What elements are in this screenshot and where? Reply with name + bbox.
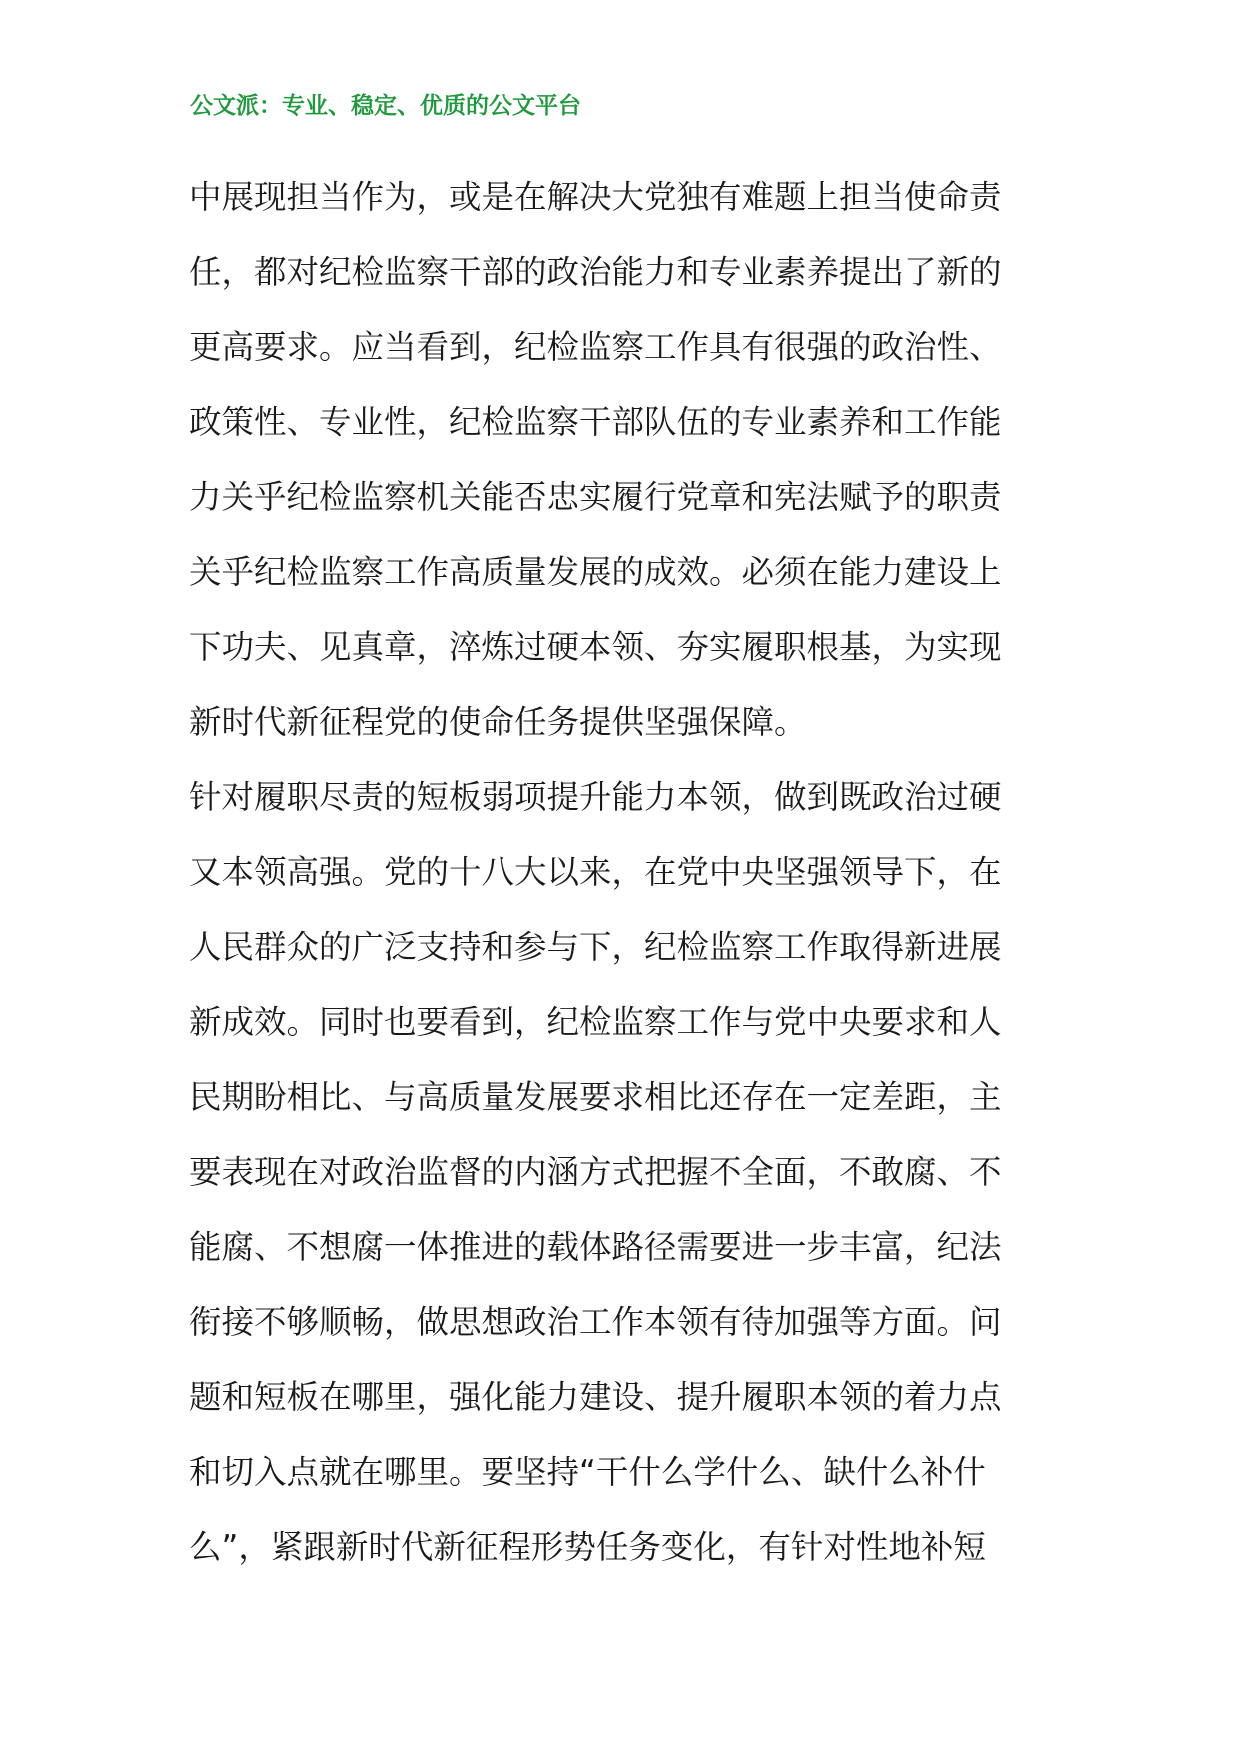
text-line: 么”，紧跟新时代新征程形势任务变化，有针对性地补短 (189, 1528, 986, 1566)
text-line: 和切入点就在哪里。要坚持“干什么学什么、缺什么补什 (189, 1453, 986, 1491)
text-line: 又本领高强。党的十八大以来，在党中央坚强领导下，在 (189, 853, 1002, 891)
text-line: 能腐、不想腐一体推进的载体路径需要进一步丰富，纪法 (189, 1228, 1002, 1266)
text-line: 政策性、专业性，纪检监察干部队伍的专业素养和工作能 (189, 403, 1002, 441)
text-line: 新成效。同时也要看到，纪检监察工作与党中央要求和人 (189, 1003, 1002, 1041)
text-line: 人民群众的广泛支持和参与下，纪检监察工作取得新进展 (189, 928, 1002, 966)
document-body (189, 160, 1069, 1585)
text-line: 关乎纪检监察工作高质量发展的成效。必须在能力建设上 (189, 553, 1002, 591)
text-line: 衔接不够顺畅，做思想政治工作本领有待加强等方面。问 (189, 1303, 1002, 1341)
paragraph (189, 160, 1069, 760)
text-line: 针对履职尽责的短板弱项提升能力本领，做到既政治过硬 (189, 778, 1002, 816)
text-line: 下功夫、见真章，淬炼过硬本领、夯实履职根基，为实现 (189, 628, 1002, 666)
text-line: 中展现担当作为，或是在解决大党独有难题上担当使命责 (189, 178, 1002, 216)
document-header: 公文派：专业、稳定、优质的公文平台 (190, 93, 581, 119)
text-line: 新时代新征程党的使命任务提供坚强保障。 (189, 703, 807, 741)
text-line: 更高要求。应当看到，纪检监察工作具有很强的政治性、 (189, 328, 1002, 366)
text-line: 要表现在对政治监督的内涵方式把握不全面，不敢腐、不 (189, 1153, 1002, 1191)
text-line: 任，都对纪检监察干部的政治能力和专业素养提出了新的 (189, 253, 1002, 291)
text-line: 题和短板在哪里，强化能力建设、提升履职本领的着力点 (189, 1378, 1002, 1416)
text-line: 民期盼相比、与高质量发展要求相比还存在一定差距，主 (189, 1078, 1002, 1116)
text-line: 力关乎纪检监察机关能否忠实履行党章和宪法赋予的职责 (189, 478, 1002, 516)
paragraph (189, 760, 1069, 1585)
